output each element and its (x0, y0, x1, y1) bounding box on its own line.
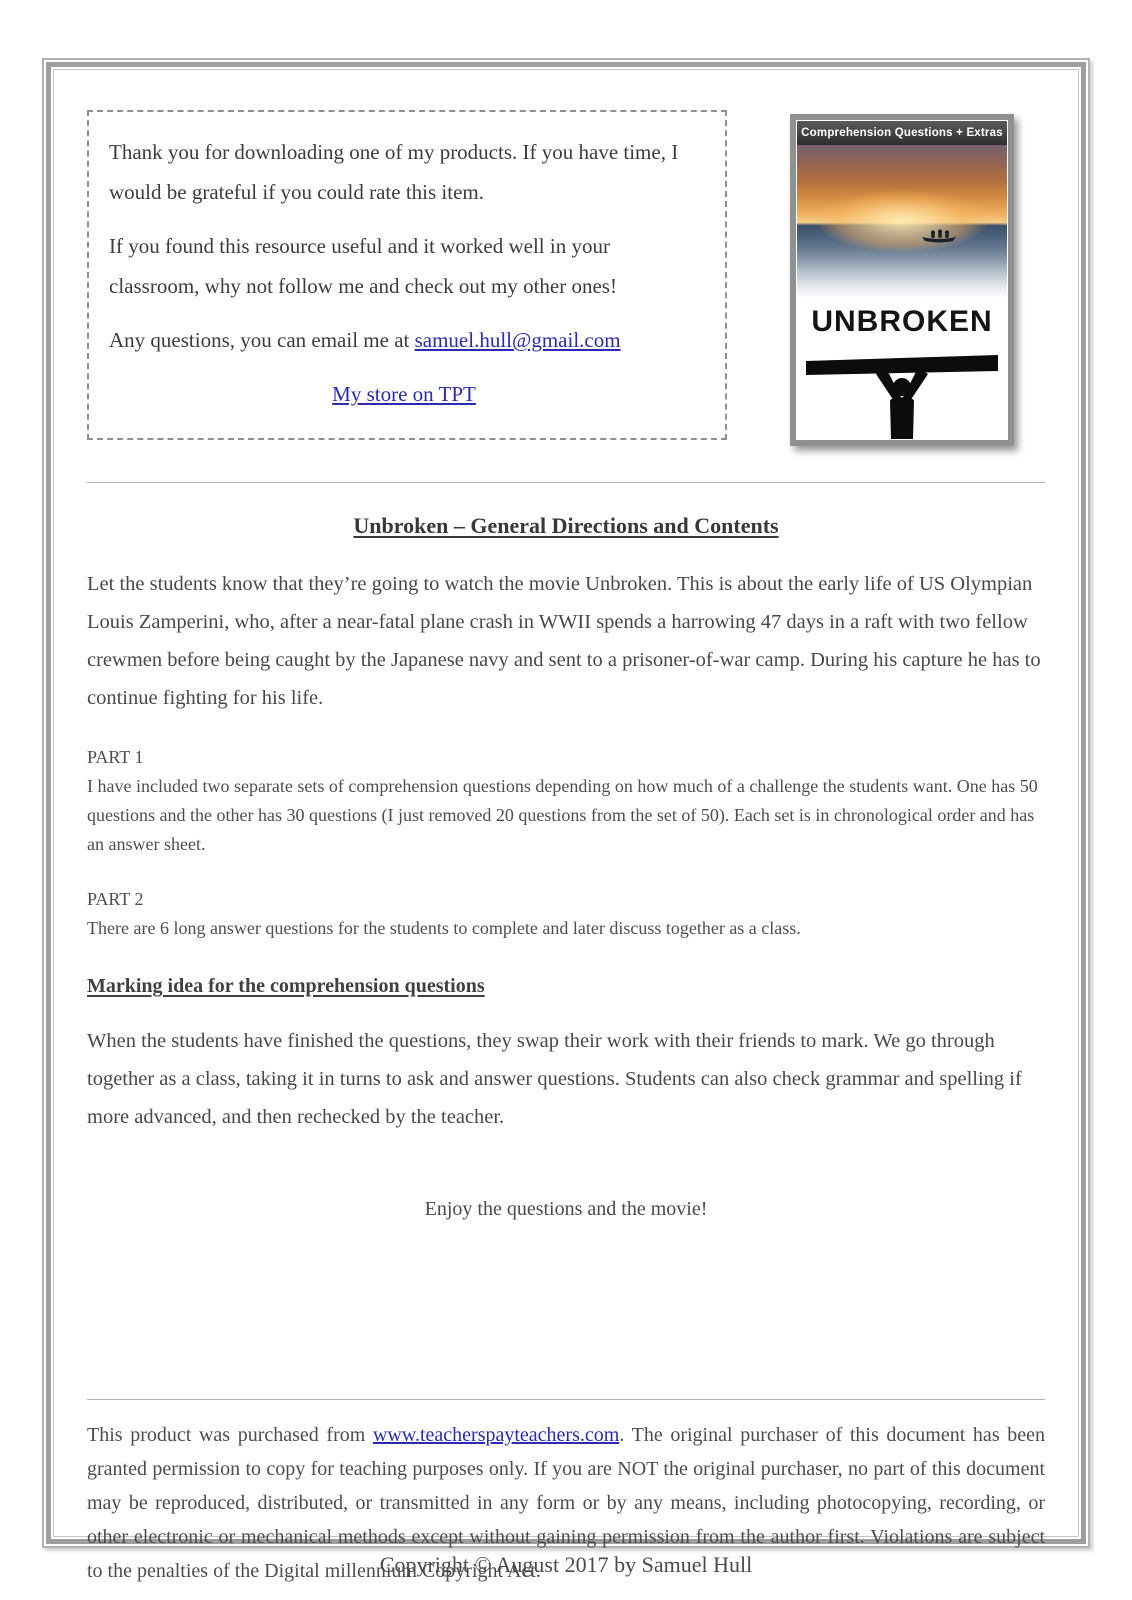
marking-paragraph: When the students have finished the questions, they swap their work with their friends to mark. We go through together as a class, taking it in turns to ask and answer questions. Students can also check grammar and spelling if more advanced, and then rechecked by the teacher. (87, 1030, 1022, 1128)
marking-heading: Marking idea for the comprehension questions (87, 975, 485, 997)
part2-label: PART 2 (87, 889, 144, 909)
teachers-pay-teachers-link[interactable]: www.teacherspayteachers.com (372, 1424, 620, 1446)
sunset-photo (797, 145, 1007, 297)
email-link[interactable]: samuel.hull@gmail.com (414, 328, 621, 352)
part2-paragraph: There are 6 long answer questions for the students to complete and later discuss together as a class. (87, 918, 801, 938)
license-suffix: . The original purchaser of this document has been granted permission to copy for teaching purposes only. If you are NOT the original purchaser, no part of this document may be reproduced, distributed, or transmitted in any form or by any means, including photocopying, recording, or other electronic or mechanical methods except without gaining permission from the author first. Violations are subject to the penalties of the Digital millennium Copyright Act. (87, 1424, 1045, 1582)
part1-paragraph: I have included two separate sets of comprehension questions depending on how much of a challenge the students want. One has 50 questions and the other has 30 questions (I just removed 20 questions from the set of 50). Each set is in chronological order and has an answer sheet. (87, 776, 1038, 854)
part1-section (87, 743, 1045, 859)
part1-label: PART 1 (87, 747, 144, 767)
raft-silhouette-icon (919, 227, 959, 243)
enjoy-line: Enjoy the questions and the movie! (424, 1198, 708, 1220)
part2-section (87, 885, 1045, 943)
copyright-footer: Copyright © August 2017 by Samuel Hull (379, 1552, 753, 1577)
cover-art (797, 347, 1007, 439)
email-line-text: Any questions, you can email me at (109, 328, 415, 352)
section-divider-bottom (87, 1399, 1045, 1400)
product-cover (790, 114, 1014, 446)
man-holding-beam-silhouette-icon (800, 347, 1004, 439)
section-divider-top (87, 482, 1045, 483)
thank-you-paragraph-1: Thank you for downloading one of my products. If you have time, I would be grateful if you could rate this item. (109, 140, 679, 204)
thank-you-paragraph-3 (109, 320, 699, 360)
directions-heading: Unbroken – General Directions and Contents (353, 513, 779, 538)
cover-banner: Comprehension Questions + Extras (797, 121, 1007, 145)
tpt-store-link[interactable]: My store on TPT (332, 382, 476, 406)
cover-title: UNBROKEN (797, 297, 1007, 347)
intro-paragraph: Let the students know that they’re going to watch the movie Unbroken. This is about the early life of US Olympian Louis Zamperini, who, after a near-fatal plane crash in WWII spends a harrowing 47 days in a raft with two fellow crewmen before being caught by the Japanese navy and sent to a prisoner-of-war camp. During his capture he has to continue fighting for his life. (87, 573, 1041, 709)
license-prefix: This product was purchased from (87, 1424, 373, 1446)
thank-you-box (87, 110, 727, 440)
thank-you-paragraph-2: If you found this resource useful and it worked well in your classroom, why not follow me and check out my other ones! (109, 234, 617, 298)
store-line (109, 374, 699, 414)
